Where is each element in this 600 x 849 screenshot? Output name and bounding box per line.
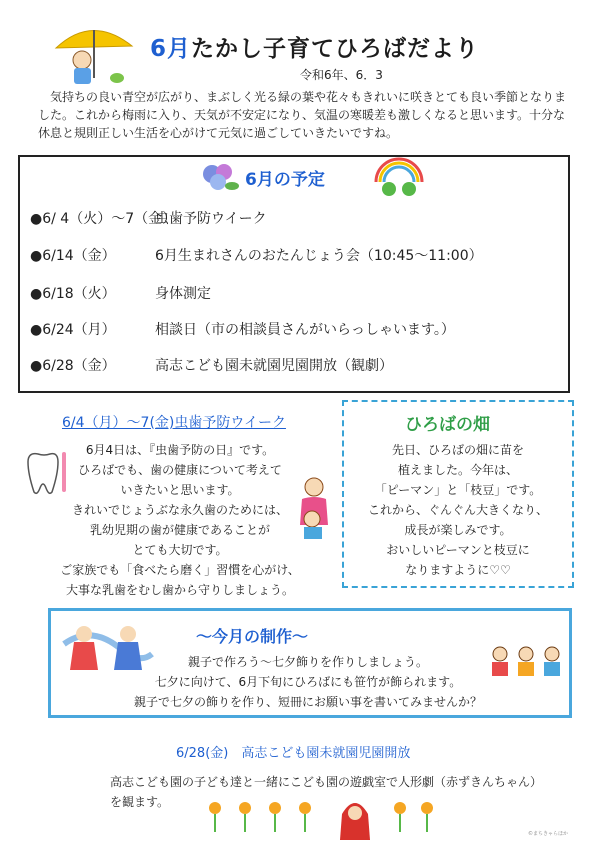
- page-title: [150, 30, 479, 63]
- dental-line: 6月4日は、『虫歯予防の日』です。: [85, 443, 275, 457]
- field-line: 植えました。今年は、: [397, 463, 518, 477]
- field-line: 成長が楽しみです。: [404, 523, 512, 537]
- dental-line: 乳幼児期の歯が健康であることが: [89, 523, 270, 537]
- children-crafting-illustration: [486, 642, 566, 682]
- field-line: なりますように♡♡: [405, 563, 511, 577]
- schedule-date: ●6/18（火）: [30, 286, 116, 302]
- schedule-date: ●6/28（金）: [30, 358, 116, 374]
- rainbow-frogs-icon: [370, 156, 428, 198]
- red-riding-hood-illustration: [338, 796, 372, 842]
- schedule-item: [30, 208, 267, 228]
- craft-text: [78, 652, 538, 712]
- schedule-event: 高志こども園未就園児園開放（観劇）: [155, 358, 393, 374]
- field-line: おいしいピーマンと枝豆に: [386, 543, 530, 557]
- dental-line: きれいでじょうぶな永久歯のためには、: [71, 503, 288, 517]
- title-month: 6月: [150, 36, 192, 62]
- schedule-item: [30, 319, 455, 339]
- schedule-event: 身体測定: [155, 286, 211, 302]
- field-heading: ひろばの畑: [405, 415, 490, 435]
- schedule-date: ●6/14（金）: [30, 248, 116, 264]
- schedule-item: [30, 355, 393, 375]
- dental-line: ご家族でも「食べたら磨く」習慣を心がけ、: [60, 563, 300, 577]
- dental-text: [60, 440, 300, 600]
- flowers-decoration: [205, 796, 435, 836]
- event-text: 高志こども園の子ども達と一緒にこども園の遊戯室で人形劇（赤ずきんちゃん）を観ます。: [110, 775, 537, 809]
- dental-line: ひろばでも、歯の健康について考えて: [78, 463, 282, 477]
- schedule-item: [30, 283, 211, 303]
- illustration-credit: ©まちきゃらほか: [528, 831, 569, 837]
- schedule-date: ●6/24（月）: [30, 322, 116, 338]
- field-line: 先日、ひろばの畑に苗を: [391, 443, 524, 457]
- craft-line: 親子で七夕の飾りを作り、短冊にお願い事を書いてみませんか？: [133, 695, 482, 709]
- schedule-item: [30, 245, 483, 265]
- intro-paragraph: 気持ちの良い青空が広がり、まぶしく光る緑の葉や花々もきれいに咲きとても良い季節となりました。これから梅雨に入り、天気が不安定になり、気温の寒暖差も激しくなると思います。十分な休息と規則正しい生活を心がけて元気に過ごしていきたいですね。: [38, 90, 567, 140]
- schedule-event: 相談日（市の相談員さんがいらっしゃいます。）: [155, 322, 455, 338]
- dental-line: とても大切です。: [132, 543, 228, 557]
- schedule-heading: 6月の予定: [245, 170, 325, 190]
- umbrella-child-illustration: [52, 20, 137, 92]
- field-line: これから、ぐんぐん大きくなり、: [367, 503, 548, 517]
- craft-heading: ～今月の制作～: [196, 627, 309, 646]
- field-line: 「ピーマン」と「枝豆」です。: [374, 483, 542, 497]
- hydrangea-icon: [198, 160, 240, 194]
- craft-line: 親子で作ろう～七夕飾りを作りしましょう。: [187, 655, 428, 669]
- schedule-event: 6月生まれさんのおたんじょう会（10:45～11:00）: [155, 248, 483, 264]
- schedule-date: ●6/ 4（火）～7（金）: [30, 211, 177, 227]
- event-heading: 6/28(金) 高志こども園未就園児園開放: [176, 746, 411, 761]
- dental-week-heading: 6/4（月）～7(金)虫歯予防ウイーク: [62, 415, 286, 431]
- field-text: [346, 440, 570, 580]
- dental-line: 大事な乳歯をむし歯から守りしましょう。: [65, 583, 294, 597]
- issue-date: 令和6年、6．3: [300, 68, 383, 82]
- schedule-event: 虫歯予防ウイーク: [155, 211, 267, 227]
- craft-line: 七夕に向けて、6月下旬にひろばにも笹竹が飾られます。: [154, 675, 462, 689]
- parent-child-brushing-illustration: [290, 475, 338, 543]
- dental-line: いきたいと思います。: [120, 483, 240, 497]
- title-text: たかし子育てひろばだより: [191, 36, 480, 62]
